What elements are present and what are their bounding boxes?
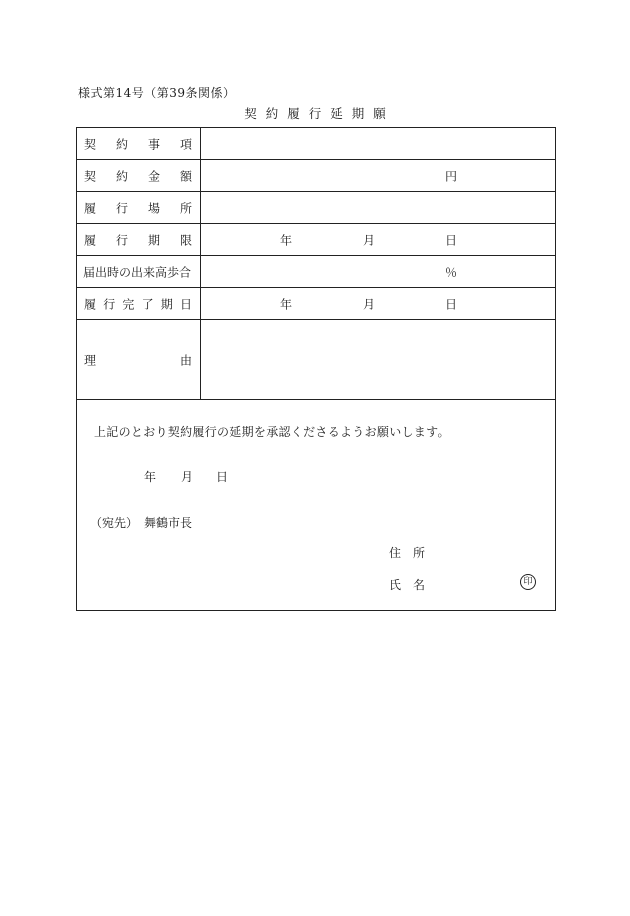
completion-date-field[interactable] — [201, 288, 555, 319]
form-number: 様式第14号（第39条関係） — [78, 86, 236, 100]
contract-amount-field[interactable] — [201, 160, 555, 191]
unit-year: 年 — [280, 297, 293, 311]
row-contract-amount — [77, 160, 555, 192]
row-progress-ratio — [77, 256, 555, 288]
row-performance-place — [77, 192, 555, 224]
document-title: 契約履行延期願 — [244, 106, 395, 121]
row-completion-date — [77, 288, 555, 320]
unit-yen: 円 — [445, 169, 458, 183]
row-reason — [77, 320, 555, 400]
application-form — [76, 127, 556, 611]
label-cell — [77, 192, 201, 223]
seal-mark: 印 — [520, 574, 536, 590]
reason-field[interactable] — [201, 320, 555, 399]
row-label-completion-date: 履 行 完 了 期 日 — [84, 297, 192, 311]
unit-day: 日 — [445, 233, 458, 247]
label-cell — [77, 160, 201, 191]
request-section — [77, 400, 555, 610]
unit-year: 年 — [280, 233, 293, 247]
unit-month: 月 — [363, 297, 376, 311]
address-label: 住 所 — [389, 546, 426, 560]
contract-item-field[interactable] — [201, 128, 555, 159]
progress-ratio-field[interactable] — [201, 256, 555, 287]
row-performance-deadline — [77, 224, 555, 256]
request-statement: 上記のとおり契約履行の延期を承認くださるようお願いします。 — [94, 425, 450, 439]
label-cell — [77, 224, 201, 255]
label-cell — [77, 320, 201, 399]
label-cell — [77, 128, 201, 159]
row-label-contract-amount: 契 約 金 額 — [84, 169, 192, 183]
row-label-performance-deadline: 履 行 期 限 — [84, 233, 192, 247]
unit-percent: ％ — [445, 265, 458, 279]
date-year-label: 年 — [144, 470, 157, 484]
date-day-label: 日 — [216, 470, 229, 484]
addressee: （宛先） 舞鶴市長 — [90, 516, 193, 530]
label-cell — [77, 256, 201, 287]
performance-deadline-field[interactable] — [201, 224, 555, 255]
row-label-reason: 理 由 — [84, 353, 192, 367]
row-label-contract-item: 契 約 事 項 — [84, 137, 192, 151]
row-label-progress-ratio: 届出時の出来高歩合 — [83, 265, 192, 279]
performance-place-field[interactable] — [201, 192, 555, 223]
row-contract-item — [77, 128, 555, 160]
name-label: 氏 名 — [389, 578, 426, 592]
unit-day: 日 — [445, 297, 458, 311]
label-cell — [77, 288, 201, 319]
row-label-performance-place: 履 行 場 所 — [84, 201, 192, 215]
date-month-label: 月 — [181, 470, 194, 484]
unit-month: 月 — [363, 233, 376, 247]
